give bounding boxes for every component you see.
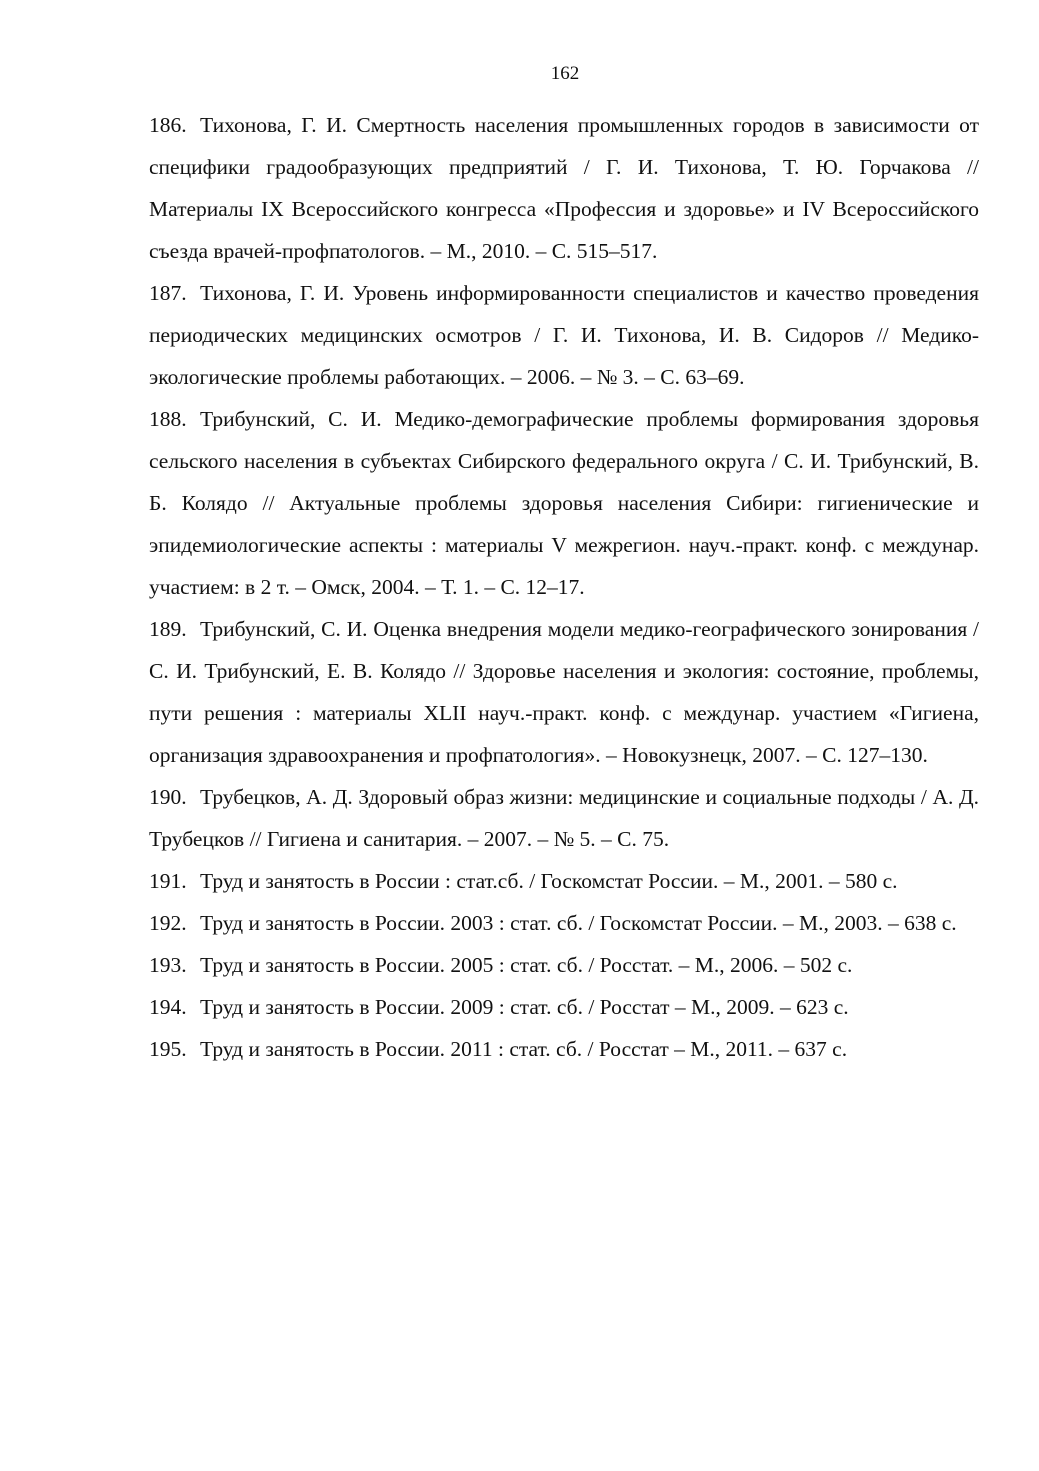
reference-item	[149, 776, 979, 860]
reference-number: 190.	[149, 785, 187, 809]
reference-item	[149, 272, 979, 398]
reference-list	[149, 104, 979, 1070]
reference-text: Трибунский, С. И. Медико-демографические проблемы формирования здоровья сельского населения в субъектах Сибирского федерального округа / С. И. Трибунский, В. Б. Колядо // Актуальные проблемы здоровья населения Сибири: гигиенические и эпидемиологические аспекты : материалы V межрегион. науч.-практ. конф. с междунар. участием: в 2 т. – Омск, 2004. – Т. 1. – С. 12–17.	[149, 407, 979, 599]
reference-number: 195.	[149, 1037, 187, 1061]
reference-text: Труд и занятость в России. 2003 : стат. сб. / Госкомстат России. – М., 2003. – 638 с.	[200, 911, 957, 935]
reference-text: Труд и занятость в России. 2005 : стат. сб. / Росстат. – М., 2006. – 502 с.	[200, 953, 853, 977]
reference-number: 186.	[149, 113, 187, 137]
page-number: 162	[550, 63, 580, 84]
reference-item	[149, 986, 979, 1028]
reference-item	[149, 902, 979, 944]
reference-text: Труд и занятость в России. 2009 : стат. сб. / Росстат – М., 2009. – 623 с.	[200, 995, 849, 1019]
reference-text: Трибунский, С. И. Оценка внедрения модели медико-географического зонирования / С. И. Трибунский, Е. В. Колядо // Здоровье населения и экология: состояние, проблемы, пути решения : материалы XLII науч.-практ. конф. с междунар. участием «Гигиена, организация здравоохранения и профпатология». – Новокузнецк, 2007. – С. 127–130.	[149, 617, 979, 767]
reference-text: Труд и занятость в России. 2011 : стат. сб. / Росстат – М., 2011. – 637 с.	[200, 1037, 848, 1061]
reference-text: Тихонова, Г. И. Уровень информированности специалистов и качество проведения периодических медицинских осмотров / Г. И. Тихонова, И. В. Сидоров // Медико-экологические проблемы работающих. – 2006. – № 3. – С. 63–69.	[149, 281, 979, 389]
reference-number: 187.	[149, 281, 187, 305]
reference-text: Трубецков, А. Д. Здоровый образ жизни: медицинские и социальные подходы / А. Д. Трубецков // Гигиена и санитария. – 2007. – № 5. – С. 75.	[149, 785, 979, 851]
reference-number: 189.	[149, 617, 187, 641]
reference-item	[149, 1028, 979, 1070]
reference-item	[149, 860, 979, 902]
reference-item	[149, 608, 979, 776]
reference-text: Тихонова, Г. И. Смертность населения промышленных городов в зависимости от специфики градообразующих предприятий / Г. И. Тихонова, Т. Ю. Горчакова // Материалы IX Всероссийского конгресса «Профессия и здоровье» и IV Всероссийского съезда врачей-профпатологов. – М., 2010. – С. 515–517.	[149, 113, 979, 263]
reference-number: 194.	[149, 995, 187, 1019]
reference-item	[149, 944, 979, 986]
reference-number: 191.	[149, 869, 187, 893]
reference-item	[149, 104, 979, 272]
reference-number: 192.	[149, 911, 187, 935]
reference-number: 193.	[149, 953, 187, 977]
reference-item	[149, 398, 979, 608]
reference-number: 188.	[149, 407, 187, 431]
reference-text: Труд и занятость в России : стат.сб. / Госкомстат России. – М., 2001. – 580 с.	[200, 869, 898, 893]
